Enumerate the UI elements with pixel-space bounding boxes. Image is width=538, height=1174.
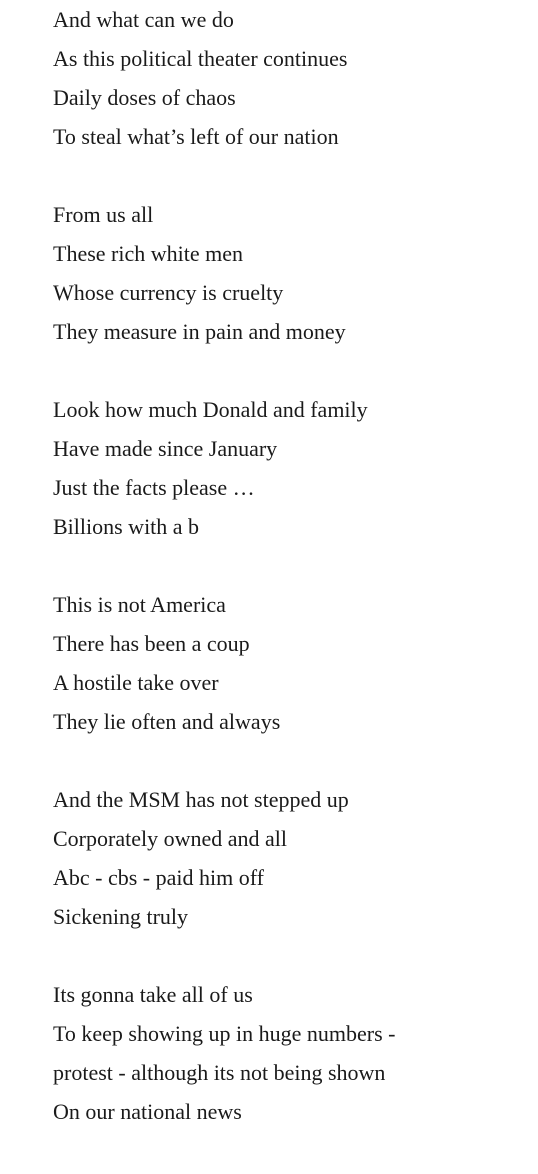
- poem-line: To steal what’s left of our nation: [53, 124, 339, 149]
- poem-body: [53, 4, 533, 1174]
- poem-line: Sickening truly: [53, 904, 189, 929]
- poem-line: They measure in pain and money: [53, 319, 346, 344]
- poem-line: They lie often and always: [53, 709, 281, 734]
- poem-line: Whose currency is cruelty: [53, 280, 284, 305]
- poem-line: There has been a coup: [53, 631, 250, 656]
- stanza-6: [53, 979, 533, 1135]
- stanza-3: [53, 394, 533, 550]
- poem-line: On our national news: [53, 1099, 242, 1124]
- poem-line: Look how much Donald and family: [53, 397, 368, 422]
- poem-line: Its gonna take all of us: [53, 982, 253, 1007]
- poem-line: Just the facts please …: [53, 475, 255, 500]
- stanza-2: [53, 199, 533, 355]
- poem-line: Abc - cbs - paid him off: [53, 865, 264, 890]
- poem-line: These rich white men: [53, 241, 243, 266]
- stanza-5: [53, 784, 533, 940]
- stanza-4: [53, 589, 533, 745]
- poem-line: This is not America: [53, 592, 226, 617]
- poem-line: Daily doses of chaos: [53, 85, 236, 110]
- poem-line: A hostile take over: [53, 670, 219, 695]
- poem-line: protest - although its not being shown: [53, 1060, 386, 1085]
- poem-line: As this political theater continues: [53, 46, 348, 71]
- stanza-1: [53, 4, 533, 160]
- poem-line: And what can we do: [53, 7, 234, 32]
- poem-line: From us all: [53, 202, 154, 227]
- poem-line: Corporately owned and all: [53, 826, 287, 851]
- poem-line: And the MSM has not stepped up: [53, 787, 349, 812]
- poem-line: Billions with a b: [53, 514, 200, 539]
- poem-line: To keep showing up in huge numbers -: [53, 1021, 396, 1046]
- poem-line: Have made since January: [53, 436, 278, 461]
